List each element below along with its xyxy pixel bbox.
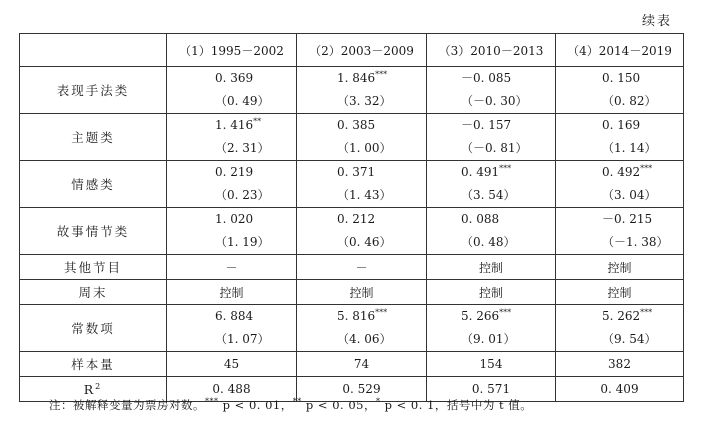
estimate-stack	[427, 208, 555, 254]
constant-cell	[297, 305, 427, 352]
estimate-stack	[297, 161, 426, 207]
estimate-stack	[427, 67, 555, 113]
weekend-label: 周末	[20, 280, 167, 305]
other-programs-value: 控制	[556, 255, 684, 280]
coefficient	[556, 67, 683, 90]
coefficient	[167, 305, 296, 328]
story-cell	[297, 208, 427, 255]
other-programs-value: －	[167, 255, 297, 280]
coefficient-value: 6. 884	[215, 309, 254, 323]
note-sig-1: *	[375, 397, 381, 407]
other-programs-value: －	[297, 255, 427, 280]
regression-table	[19, 33, 684, 402]
note-p2: p < 0. 05，	[301, 398, 376, 412]
sample-size-row	[20, 352, 684, 377]
estimate-stack	[556, 67, 683, 113]
other-programs-row	[20, 255, 684, 280]
t-value: （－0. 81）	[461, 141, 528, 155]
t-value: （3. 32）	[337, 94, 392, 108]
coefficient	[556, 208, 683, 231]
header-row	[20, 34, 684, 67]
note-p1: p < 0. 01，	[218, 398, 293, 412]
t-value: （0. 82）	[602, 94, 657, 108]
estimate-stack	[556, 114, 683, 160]
header-col-1: （1）1995－2002	[167, 34, 297, 67]
coefficient	[297, 305, 426, 328]
r-squared-value: 0. 571	[427, 377, 556, 402]
header-empty	[20, 34, 167, 67]
technique-cell	[427, 67, 556, 114]
theme-cell	[427, 114, 556, 161]
t-value: （1. 19）	[215, 235, 270, 249]
story-cell	[167, 208, 297, 255]
weekend-row	[20, 280, 684, 305]
coefficient	[167, 161, 296, 184]
significance-stars: **	[253, 117, 262, 126]
coefficient-value: 0. 150	[602, 71, 641, 85]
continued-table-label: 续表	[641, 14, 672, 29]
estimate-stack	[297, 67, 426, 113]
emotion-cell	[297, 161, 427, 208]
estimate-stack	[427, 114, 555, 160]
coefficient-value: 5. 816	[337, 309, 376, 323]
estimate-stack	[556, 161, 683, 207]
estimate-stack	[297, 305, 426, 351]
note-sig-2: **	[292, 397, 302, 407]
sample-size-label: 样本量	[20, 352, 167, 377]
note-p3: p < 0. 1，括号中为 t 值。	[380, 398, 533, 412]
coefficient	[556, 161, 683, 184]
other-programs-value: 控制	[427, 255, 556, 280]
story-label: 故事情节类	[20, 208, 167, 255]
estimate-stack	[427, 305, 555, 351]
header-col-3: （3）2010－2013	[427, 34, 556, 67]
coefficient	[297, 114, 426, 137]
estimate-stack	[167, 208, 296, 254]
estimate-stack	[167, 161, 296, 207]
coefficient-value: 0. 371	[337, 165, 376, 179]
technique-label: 表现手法类	[20, 67, 167, 114]
t-value: （9. 01）	[461, 332, 516, 346]
technique-row	[20, 67, 684, 114]
technique-cell	[167, 67, 297, 114]
weekend-value: 控制	[297, 280, 427, 305]
t-value: （0. 48）	[461, 235, 516, 249]
t-value: （1. 14）	[602, 141, 657, 155]
coefficient	[427, 114, 555, 137]
theme-label: 主题类	[20, 114, 167, 161]
coefficient-value: 0. 219	[215, 165, 254, 179]
coefficient	[167, 67, 296, 90]
story-cell	[427, 208, 556, 255]
coefficient	[427, 208, 555, 231]
theme-row	[20, 114, 684, 161]
weekend-value: 控制	[556, 280, 684, 305]
coefficient-value: －0. 085	[461, 71, 512, 85]
technique-cell	[556, 67, 684, 114]
coefficient	[556, 305, 683, 328]
coefficient	[167, 114, 296, 137]
emotion-row	[20, 161, 684, 208]
estimate-stack	[556, 208, 683, 254]
significance-stars: ***	[499, 164, 512, 173]
emotion-cell	[556, 161, 684, 208]
t-value: （0. 49）	[215, 94, 270, 108]
theme-cell	[556, 114, 684, 161]
story-row	[20, 208, 684, 255]
t-value: （1. 07）	[215, 332, 270, 346]
coefficient-value: 1. 846	[337, 71, 376, 85]
t-value: （1. 00）	[337, 141, 392, 155]
coefficient-value: 0. 492	[602, 165, 641, 179]
estimate-stack	[427, 161, 555, 207]
coefficient	[297, 208, 426, 231]
coefficient-value: 0. 212	[337, 212, 376, 226]
coefficient-value: －0. 215	[602, 212, 653, 226]
coefficient-value: 5. 266	[461, 309, 500, 323]
emotion-cell	[427, 161, 556, 208]
coefficient-value: 0. 369	[215, 71, 254, 85]
coefficient	[427, 305, 555, 328]
theme-cell	[297, 114, 427, 161]
note-prefix: 注：被解释变量为票房对数。	[49, 398, 205, 412]
story-cell	[556, 208, 684, 255]
emotion-label: 情感类	[20, 161, 167, 208]
r-squared-value: 0. 409	[556, 377, 684, 402]
r-squared-value: 0. 488	[167, 377, 297, 402]
coefficient	[167, 208, 296, 231]
header-col-4: （4）2014－2019	[556, 34, 684, 67]
coefficient	[556, 114, 683, 137]
emotion-cell	[167, 161, 297, 208]
t-value: （－1. 38）	[602, 235, 669, 249]
estimate-stack	[167, 305, 296, 351]
significance-stars: ***	[640, 308, 653, 317]
t-value: （3. 04）	[602, 188, 657, 202]
header-col-2: （2）2003－2009	[297, 34, 427, 67]
coefficient	[297, 161, 426, 184]
coefficient-value: 5. 262	[602, 309, 641, 323]
coefficient-value: 1. 416	[215, 118, 254, 132]
t-value: （4. 06）	[337, 332, 392, 346]
coefficient-value: －0. 157	[461, 118, 512, 132]
table-note	[49, 397, 532, 413]
significance-stars: ***	[375, 70, 388, 79]
estimate-stack	[297, 114, 426, 160]
constant-cell	[167, 305, 297, 352]
t-value: （2. 31）	[215, 141, 270, 155]
sample-size-value: 382	[556, 352, 684, 377]
t-value: （－0. 30）	[461, 94, 528, 108]
t-value: （9. 54）	[602, 332, 657, 346]
r-squared-value: 0. 529	[297, 377, 427, 402]
significance-stars: ***	[640, 164, 653, 173]
r-squared-sup: 2	[95, 381, 103, 391]
technique-cell	[297, 67, 427, 114]
t-value: （0. 23）	[215, 188, 270, 202]
note-sig-3: ***	[205, 397, 219, 407]
coefficient-value: 1. 020	[215, 212, 254, 226]
r-squared-base: R	[83, 381, 96, 397]
constant-row	[20, 305, 684, 352]
other-programs-label: 其他节目	[20, 255, 167, 280]
estimate-stack	[167, 67, 296, 113]
coefficient-value: 0. 385	[337, 118, 376, 132]
estimate-stack	[167, 114, 296, 160]
coefficient-value: 0. 491	[461, 165, 500, 179]
coefficient	[427, 67, 555, 90]
constant-cell	[556, 305, 684, 352]
coefficient	[297, 67, 426, 90]
t-value: （1. 43）	[337, 188, 392, 202]
constant-cell	[427, 305, 556, 352]
significance-stars: ***	[375, 308, 388, 317]
coefficient-value: 0. 088	[461, 212, 500, 226]
sample-size-value: 74	[297, 352, 427, 377]
significance-stars: ***	[499, 308, 512, 317]
coefficient-value: 0. 169	[602, 118, 641, 132]
weekend-value: 控制	[427, 280, 556, 305]
estimate-stack	[297, 208, 426, 254]
sample-size-value: 45	[167, 352, 297, 377]
weekend-value: 控制	[167, 280, 297, 305]
t-value: （3. 54）	[461, 188, 516, 202]
theme-cell	[167, 114, 297, 161]
coefficient	[427, 161, 555, 184]
estimate-stack	[556, 305, 683, 351]
constant-label: 常数项	[20, 305, 167, 352]
t-value: （0. 46）	[337, 235, 392, 249]
sample-size-value: 154	[427, 352, 556, 377]
